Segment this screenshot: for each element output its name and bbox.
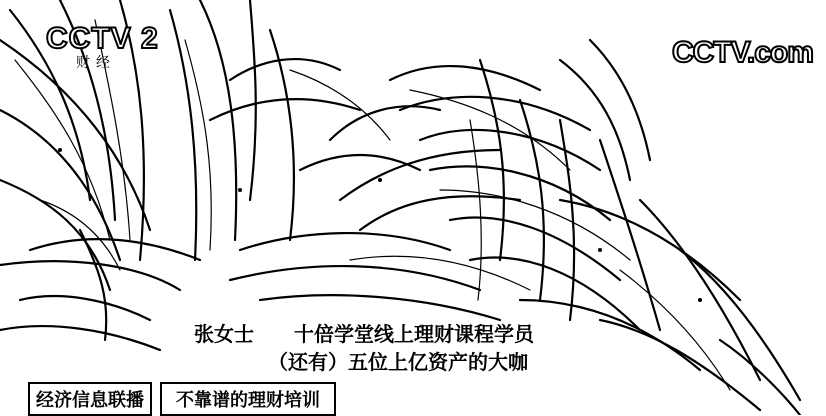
channel-subtitle: 财经 <box>76 55 116 71</box>
subtitle-line-1 <box>194 318 534 347</box>
cctv-com-logo: CCTV.com <box>672 36 813 69</box>
program-name: 经济信息联播 <box>28 382 152 416</box>
ticker-headline: 不靠谱的理财培训 <box>160 382 336 416</box>
cctv2-channel-logo <box>46 22 164 72</box>
subtitle-line-2: （还有）五位上亿资产的大咖 <box>268 350 528 374</box>
news-ticker <box>28 384 368 414</box>
speaker-description: 十倍学堂线上理财课程学员 <box>294 322 534 346</box>
channel-wordmark: CCTV 2 <box>46 22 159 55</box>
speaker-name: 张女士 <box>194 322 254 346</box>
